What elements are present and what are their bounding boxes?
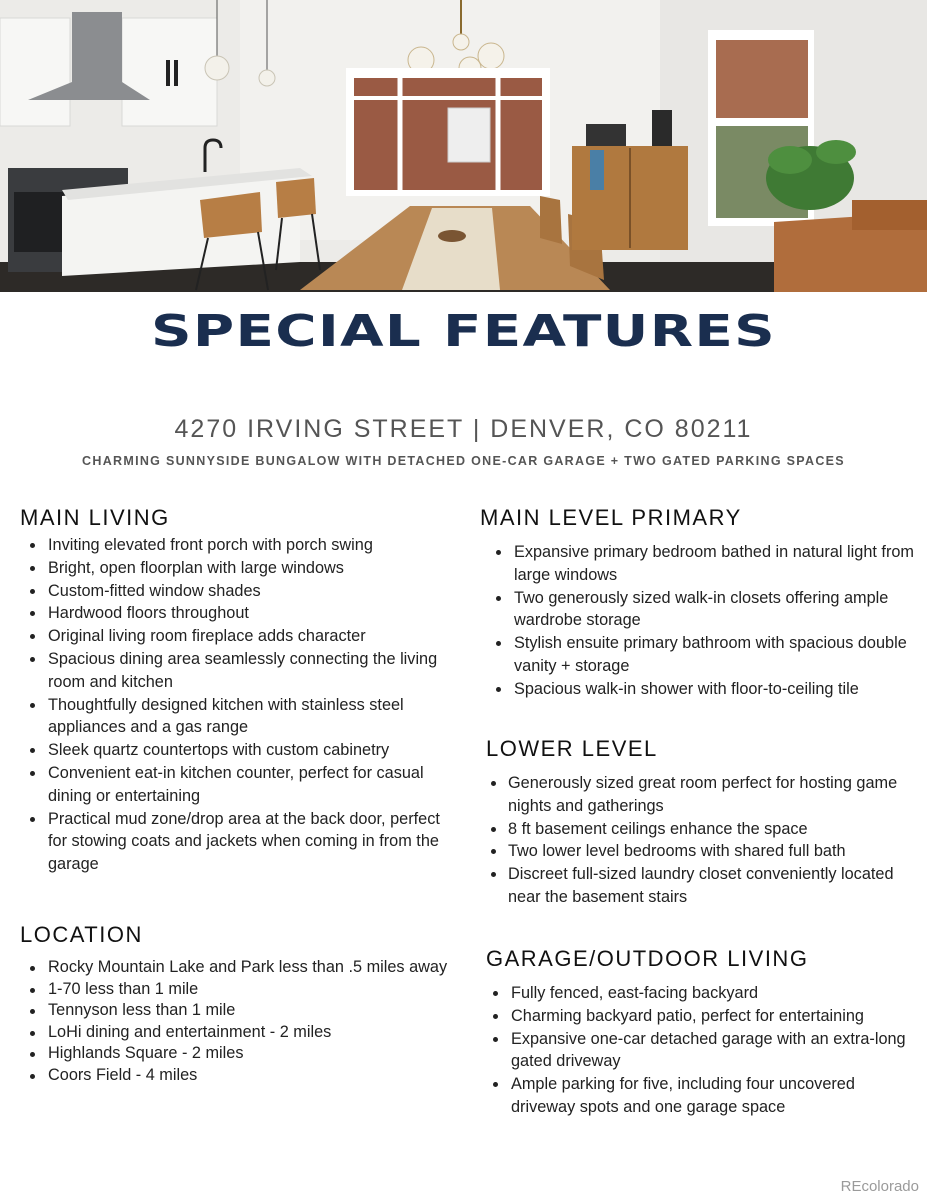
list-item: Inviting elevated front porch with porch swing	[20, 534, 460, 557]
list-item: Ample parking for five, including four uncovered driveway spots and one garage space	[486, 1073, 920, 1119]
list-item: Generously sized great room perfect for hosting game nights and gatherings	[486, 772, 920, 818]
list-item: Coors Field - 4 miles	[20, 1065, 470, 1087]
feature-list	[486, 772, 920, 909]
list-item: Discreet full-sized laundry closet conveniently located near the basement stairs	[486, 863, 920, 909]
list-item: Stylish ensuite primary bathroom with spacious double vanity + storage	[480, 632, 920, 678]
hero-photo	[0, 0, 927, 292]
property-tagline: CHARMING SUNNYSIDE BUNGALOW WITH DETACHED ONE-CAR GARAGE + TWO GATED PARKING SPACES	[82, 454, 845, 468]
feature-list	[20, 534, 460, 876]
feature-list	[486, 982, 920, 1119]
list-item: 1-70 less than 1 mile	[20, 979, 470, 1001]
section-location	[20, 922, 470, 1087]
list-item: Expansive primary bedroom bathed in natural light from large windows	[480, 541, 920, 587]
list-item: 8 ft basement ceilings enhance the space	[486, 818, 920, 841]
feature-list	[20, 957, 470, 1087]
feature-list	[480, 541, 920, 701]
list-item: Original living room fireplace adds character	[20, 625, 460, 648]
section-heading: LOCATION	[20, 922, 143, 947]
section-main-living	[20, 505, 460, 876]
list-item: Thoughtfully designed kitchen with stainless steel appliances and a gas range	[20, 694, 460, 740]
kitchen-dining-photo	[0, 0, 927, 292]
list-item: Highlands Square - 2 miles	[20, 1043, 470, 1065]
list-item: Custom-fitted window shades	[20, 580, 460, 603]
section-heading: LOWER LEVEL	[486, 736, 658, 761]
list-item: Hardwood floors throughout	[20, 602, 460, 625]
watermark: REcolorado	[840, 1178, 919, 1195]
list-item: Two lower level bedrooms with shared full bath	[486, 840, 920, 863]
section-lower-level	[486, 736, 920, 909]
list-item: Tennyson less than 1 mile	[20, 1000, 470, 1022]
list-item: Bright, open floorplan with large windows	[20, 557, 460, 580]
section-heading: MAIN LEVEL PRIMARY	[480, 505, 742, 530]
section-garage-outdoor	[486, 946, 920, 1119]
list-item: Spacious dining area seamlessly connecting the living room and kitchen	[20, 648, 460, 694]
section-heading: MAIN LIVING	[20, 505, 170, 530]
list-item: LoHi dining and entertainment - 2 miles	[20, 1022, 470, 1044]
list-item: Spacious walk-in shower with floor-to-ceiling tile	[480, 678, 920, 701]
page-title: SPECIAL FEATURES	[151, 306, 776, 357]
list-item: Sleek quartz countertops with custom cabinetry	[20, 739, 460, 762]
list-item: Practical mud zone/drop area at the back door, perfect for stowing coats and jackets when coming in from the garage	[20, 808, 460, 876]
section-main-level-primary	[480, 505, 920, 701]
list-item: Rocky Mountain Lake and Park less than .5 miles away	[20, 957, 470, 979]
list-item: Expansive one-car detached garage with an extra-long gated driveway	[486, 1028, 920, 1074]
list-item: Two generously sized walk-in closets offering ample wardrobe storage	[480, 587, 920, 633]
list-item: Charming backyard patio, perfect for entertaining	[486, 1005, 920, 1028]
section-heading: GARAGE/OUTDOOR LIVING	[486, 946, 809, 971]
list-item: Convenient eat-in kitchen counter, perfect for casual dining or entertaining	[20, 762, 460, 808]
list-item: Fully fenced, east-facing backyard	[486, 982, 920, 1005]
property-address: 4270 IRVING STREET | DENVER, CO 80211	[174, 415, 753, 443]
